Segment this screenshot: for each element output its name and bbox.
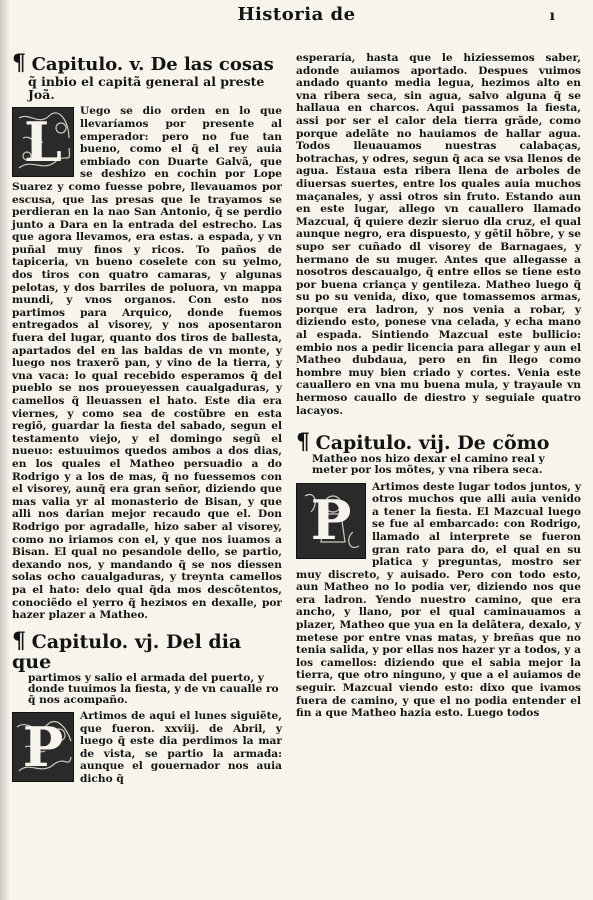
- chapter-5-body: [12, 105, 282, 621]
- running-head: Historia de: [237, 4, 356, 25]
- page-mark: ı: [549, 8, 555, 24]
- chapter-6-title: Capitulo. vj. Del dia que: [12, 630, 242, 673]
- chapter-7-dropcap: [296, 483, 366, 559]
- gutter-shadow: [0, 0, 10, 900]
- chapter-6-continuation: [296, 52, 581, 417]
- chapter-5-subtitle: q̃ inbio el capitã general al preste Joã.: [28, 74, 265, 103]
- chapter-6-subtitle: partimos y salio el armada del puerto, y donde tuuimos la fiesta, y de vn caualle ro q̃ nos acompaño.: [28, 671, 279, 706]
- dropcap-letter: L: [24, 110, 62, 175]
- right-column: [296, 52, 581, 720]
- woodcut-initial-icon: [12, 712, 74, 782]
- chapter-7-body: [296, 481, 581, 720]
- continuation-text: esperaría, hasta que le hiziessemos saber, adonde auiamos aportado. Despues vuimos andado quanto media legua, hezimos alto en vna ribera seca, sin agua, salvo alguna q̃ se hallaua en charcos. Aqui passamos la fiesta, assi por ser el calor dela tierra grãde, como porque adelãte no hauiamos de hallar agua. Todos lleuauamos nuestras calabaças, botrachas, y odres, segun q̃ aca se vsa llenos de agua. Estaua esta ribera llena de arboles de diuersas suertes, entre los quales auia muchos maçanales, y assi otros sin fruto. Estando aun en este lugar, allego vn cauallero llamado Mazcual, q̃ quiere dezir sieruo dla cruz, el qual aunque negro, era dispuesto, y gẽtil hõbre, y se supo ser cuñado dl visorey de Barnagaes, y hermano de su muger. Antes que allegasse a nosotros descaualgo, q̃ entre ellos se tiene esto por buena criança y gentileza. Matheo luego q̃ su po su venida, dixo, que tomassemos armas, porque era ladron, y nos venia a robar, y diziendo esto, ponese vna celada, y echa mano al espada. Sintiendo Mazcual este bullicio: embio nos a pedir licencia para allegar y aun el Matheo dubdaua, pero en fin llego como hombre muy bien criado y cortes. Venia este cauallero en vna mu buena mula, y trayaule vn hermoso cauallo de diestro y seguiale quatro lacayos.: [296, 52, 581, 417]
- chapter-7-subtitle: Matheo nos hizo dexar el camino real y meter por los mõtes, y vna ribera seca.: [312, 453, 545, 477]
- pilcrow-icon: ¶: [296, 429, 310, 456]
- chapter-5-text: Uego se dio orden en lo que llevaríamos por presente al emperador: pero no fue tan bueno, como el q̃ el rey auia embiado con Duarte Galvã, que se deshizo en cochin por Lope Suarez y como fuesse pobre, llevauamos por escusa, que las presas que le trayamos se perdieran en la nao San Antonio, q̃ se perdio junto a Dara en la entrada del estrecho. Las que agora llevamos, era estas. a espada, y vn puñal muy finos y ricos. To paños de tapiceria, vn bueno coselete con su yelmo, dos tiros con quatro camaras, y algunas pelotas, y dos barriles de poluora, vn mappa mundi, y vnos organos. Con esto nos partimos para Arquico, donde fuemos entregados al visorey, y nos aposentaron fuera del lugar, quanto dos tiros de ballesta, apartados del en las baldas de vn monte, y luego nos traxerõ pan, y vino de la tierra, y vna vaca: lo qual recebido esperamos q̃ del pueblo se nos proueyessen caualgaduras, y camellos q̃ lleuassen el hato. Este dia era viernes, y como sea de costũbre en esta regiõ, guardar la fiesta del sabado, segun el testamento viejo, y el domingo segũ el nueuo: estuuimos quedos ambos a dos dias, en los quales el Matheo persuadio a do Rodrigo y a los de mas, q̃ no fuessemos con el visorey, aunq̃ era gran señor, diziendo que mas valia yr al monasterio de Bisan, y que alli nos darian mejor recaudo que el. Don Rodrigo por agradalle, hizo saber al visorey, como no iriamos con el, y que nos iuamos a Bisan. El qual no pesandole dello, se partio, dexando nos, y mandando q̃ se nos diessen solas ocho caualgaduras, y treynta camellos pa el hato: delo qual q̃da mos descõtentos, conociẽdo el yerro q̃ heziмos en dexalle, por hazer plazer a Matheo.: [12, 105, 282, 622]
- chapter-5-title: Capitulo. v. De las cosas: [31, 54, 274, 75]
- chapter-6-body: [12, 710, 282, 786]
- chapter-5-dropcap: [12, 107, 74, 177]
- chapter-7-text: Artimos deste lugar todos juntos, y otros muchos que alli auia venido a tener la fiesta. El Mazcual luego se fue al embarcado: con Rodrigo, llamado al interprete se fueron gran rato para do, el qual en su platica y preguntas, mostro ser muy discreto, y auisado. Pero con todo esto, aun Matheo no lo podia ver, diziendo nos que era ladron. Yendo nuestro camino, que era ancho, y llano, por el qual caminauamos a plazer, Matheo que yua en la delãtera, dexalo, y metese por entre vnas matas, y breñas que no tenia salida, y por ellas nos hazer yr a todos, y a los camellos: diziendo que el sabia mejor la tierra, que otro ninguno, y que a el auiamos de seguir. Mazcual viendo esto: dixo que ivamos fuera de camino, y que el no podia entender el fin a que Matheo hazia esto. Luego todos: [296, 480, 581, 720]
- left-column: [12, 52, 282, 786]
- chapter-7-title: Capitulo. vij. De cõmo: [315, 432, 550, 455]
- woodcut-initial-icon: [296, 483, 366, 559]
- dropcap-letter: P: [22, 714, 64, 779]
- pilcrow-icon: ¶: [12, 50, 26, 76]
- chapter-7-heading: [296, 431, 581, 476]
- woodcut-initial-icon: [12, 107, 74, 177]
- chapter-6-text: Artimos de aqui el lunes siguiẽte, que fueron. xxviij. de Abril, y luego q̃ este dia perdimos la mar de vista, se partio la armada: aunque el gouernador nos auia dicho q̃: [80, 710, 282, 786]
- dropcap-letter: P: [310, 488, 352, 553]
- chapter-6-heading: [12, 627, 282, 706]
- chapter-5-heading: [12, 52, 282, 101]
- chapter-6-dropcap: [12, 712, 74, 782]
- pilcrow-icon: ¶: [12, 627, 26, 654]
